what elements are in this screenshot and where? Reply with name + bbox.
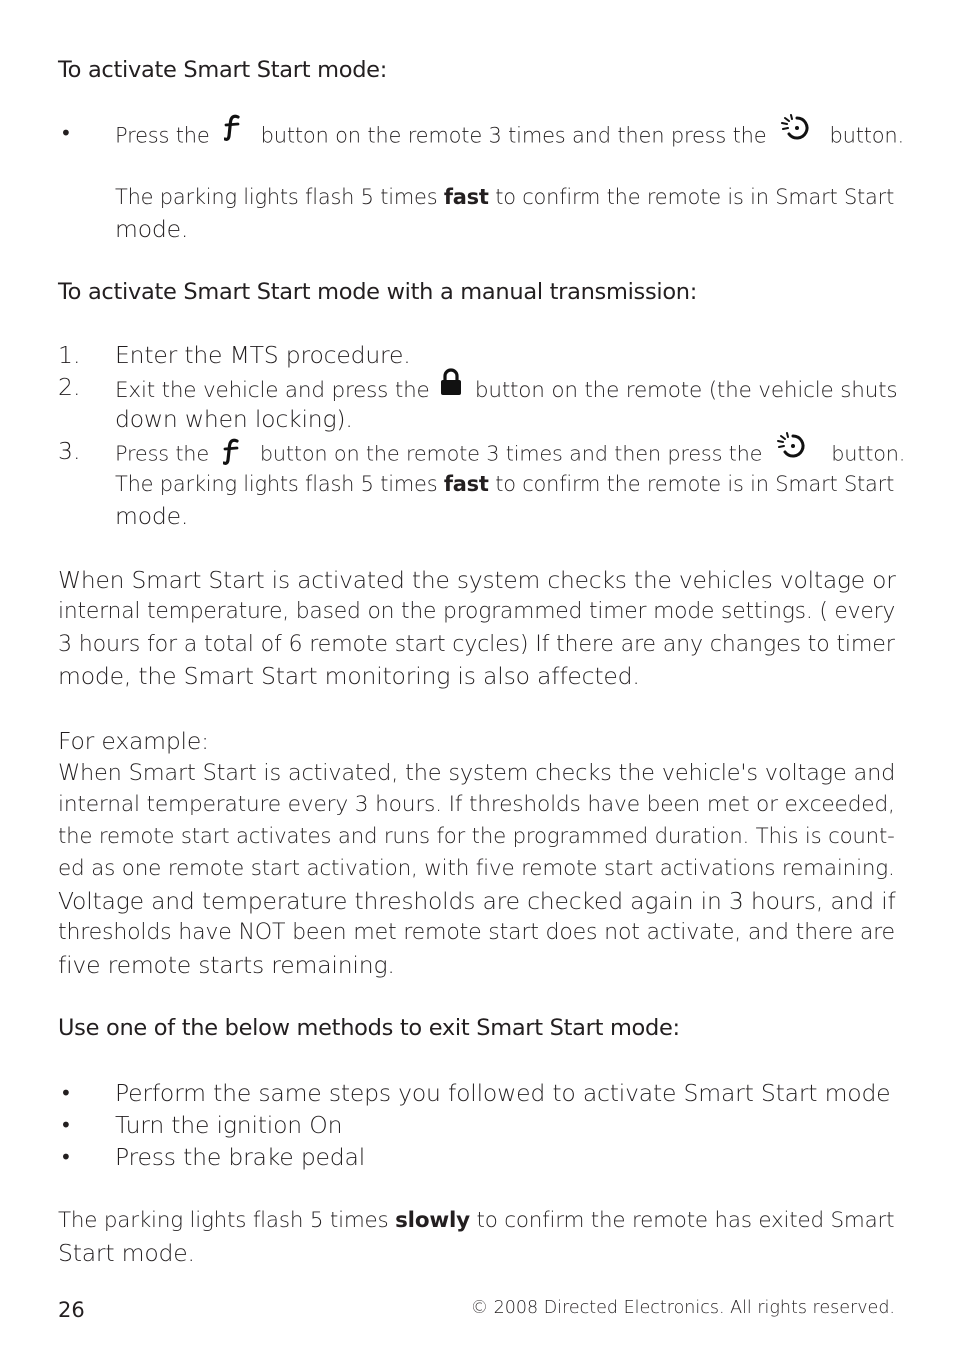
para-activated-line-1: When Smart Start is activated the system checks the vehicles voltage or (58, 566, 896, 594)
step-1-text: Enter the MTS procedure. (115, 341, 411, 369)
step-3-text-c: button. (831, 441, 906, 466)
step-number-2: 2. (58, 373, 81, 401)
copyright-notice: © 2008 Directed Electronics. All rights reserved. (470, 1298, 895, 1318)
bullet-marker: • (60, 1113, 72, 1137)
para-activated-line-2: internal temperature, based on the programmed timer mode settings. ( every (58, 599, 896, 624)
step-3-confirm-after: to confirm the remote is in Smart Start (495, 472, 895, 496)
exit-method-1: Perform the same steps you followed to activate Smart Start mode (115, 1079, 891, 1107)
confirm-text-after: to confirm the remote is in Smart Start (495, 185, 895, 209)
bullet-marker: • (60, 1081, 72, 1105)
step-3-text-a: Press the (115, 441, 209, 466)
exit-method-3: Press the brake pedal (115, 1143, 366, 1171)
step-number-1: 1. (58, 341, 81, 369)
bullet-marker: • (60, 121, 72, 145)
step-2-text-b: button on the remote (the vehicle shuts (474, 378, 898, 403)
step-3-confirm-emphasis: fast (443, 472, 489, 496)
confirm-text: The parking lights flash 5 times (115, 185, 438, 209)
exit-confirm-line-2: Start mode. (58, 1239, 195, 1267)
para-activated-line-4: mode, the Smart Start monitoring is also affected. (58, 662, 640, 690)
bullet-marker: • (60, 1145, 72, 1169)
activate-instruction (115, 117, 904, 156)
para-example-line-3: the remote start activates and runs for the programmed duration. This is count- (58, 824, 895, 849)
confirm-emphasis: fast (443, 185, 489, 209)
activate-confirm-line-2: mode. (115, 215, 189, 243)
activate-text-2: button on the remote 3 times and then press the (260, 123, 767, 148)
exit-confirm-emphasis: slowly (395, 1208, 470, 1233)
para-example-line-6: thresholds have NOT been met remote start does not activate, and there are (58, 920, 895, 945)
heading-exit: Use one of the below methods to exit Smart Start mode: (58, 1015, 680, 1041)
para-example-line-1: When Smart Start is activated, the system checks the vehicle's voltage and (58, 760, 896, 786)
step-2-text-a: Exit the vehicle and press the (115, 378, 430, 403)
para-example-line-5: Voltage and temperature thresholds are checked again in 3 hours, and if (58, 887, 896, 915)
example-label: For example: (58, 727, 209, 755)
para-activated-line-3: 3 hours for a total of 6 remote start cycles) If there are any changes to timer (58, 631, 895, 657)
step-3-confirm-text: The parking lights flash 5 times (115, 472, 438, 496)
heading-manual: To activate Smart Start mode with a manual transmission: (58, 279, 698, 305)
step-number-3: 3. (58, 437, 81, 465)
page-number: 26 (58, 1298, 85, 1322)
para-example-line-2: internal temperature every 3 hours. If thresholds have been met or exceeded, (58, 792, 895, 817)
para-example-line-4: ed as one remote start activation, with five remote start activations remaining. (58, 856, 895, 881)
para-example-line-7: five remote starts remaining. (58, 951, 395, 979)
activate-confirm-line-1 (115, 181, 894, 213)
remote-start-icon (779, 113, 815, 152)
step-2-line-2: down when locking). (115, 405, 353, 433)
lock-icon (438, 367, 464, 407)
activate-text-3: button. (829, 123, 905, 148)
step-3-line-2 (115, 468, 894, 500)
exit-confirm-text: The parking lights flash 5 times (58, 1208, 389, 1233)
step-3-line-3: mode. (115, 502, 189, 530)
remote-start-icon (775, 431, 811, 470)
heading-activate: To activate Smart Start mode: (58, 57, 388, 83)
function-icon (224, 114, 242, 151)
activate-text-1: Press the (115, 123, 210, 148)
exit-method-2: Turn the ignition On (115, 1111, 343, 1139)
exit-confirm-after: to confirm the remote has exited Smart (476, 1208, 895, 1233)
step-3-text-b: button on the remote 3 times and then press the (259, 441, 763, 466)
exit-confirm-line-1 (58, 1205, 894, 1237)
